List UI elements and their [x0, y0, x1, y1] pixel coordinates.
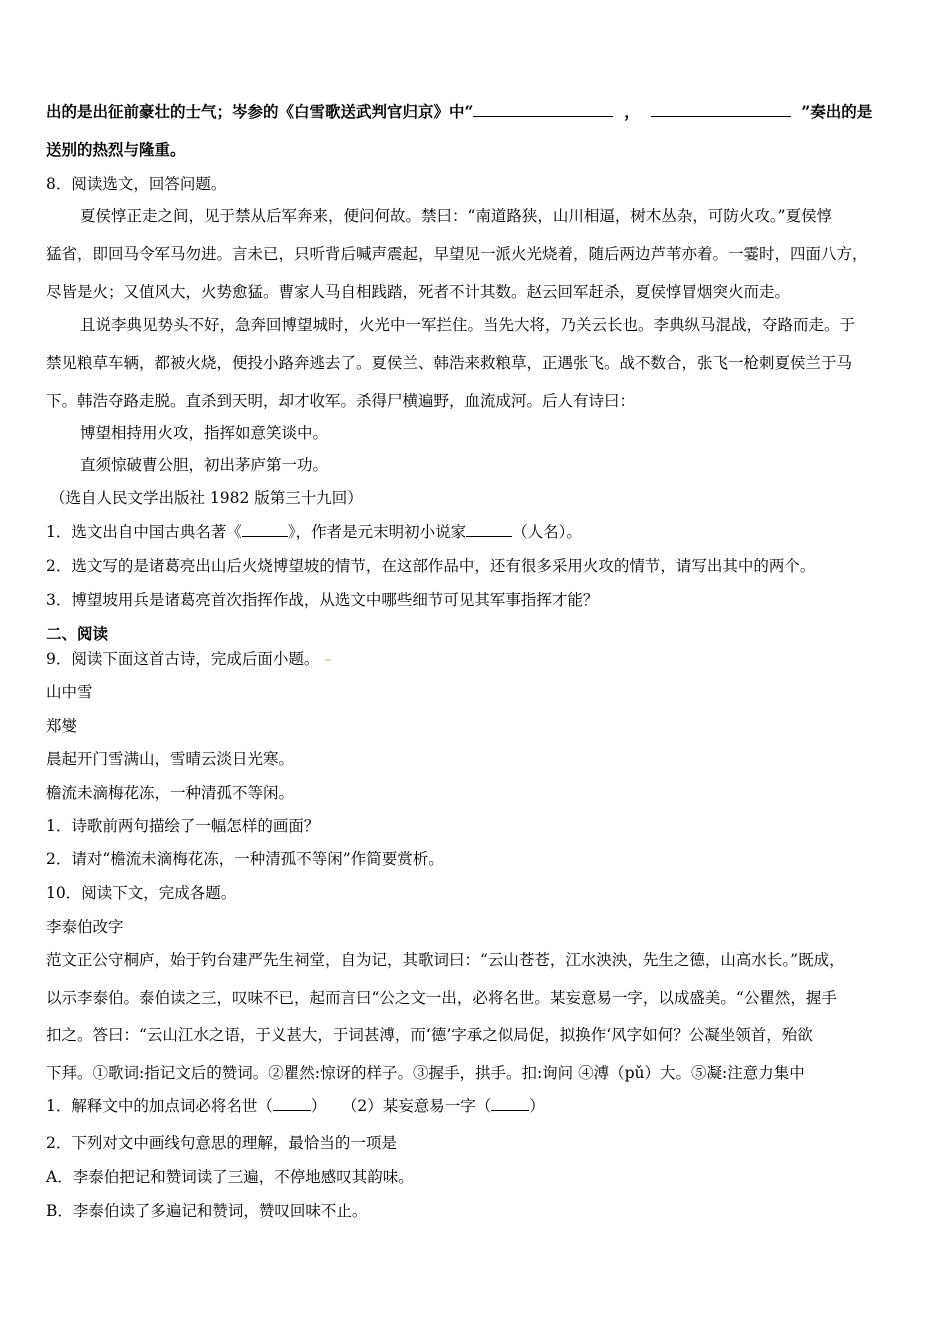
word-meaning-blank-2[interactable]	[491, 1096, 529, 1111]
q8-para1-line1: 夏侯惇正走之间，见于禁从后军奔来，便问何故。禁曰：“南道路狭，山川相逼，树木丛杂，可防火攻。”夏侯惇	[80, 207, 833, 225]
q8-para2-line2: 禁见粮草车辆，都被火烧，便投小路奔逃去了。夏侯兰、韩浩来救粮草，正遇张飞。战不数合，张飞一枪刺夏侯兰于马	[46, 354, 853, 372]
q9-poem-line2: 檐流未滴梅花冻，一种清孤不等闲。	[46, 784, 295, 802]
q8-subq2: 2．选文写的是诸葛亮出山后火烧博望坡的情节，在这部作品中，还有很多采用火攻的情节，请写出其中的两个。	[46, 557, 816, 575]
q9-poet: 郑燮	[46, 717, 78, 735]
author-name-blank[interactable]	[466, 522, 512, 537]
q10-para-line1: 范文正公守桐庐，始于钓台建严先生祠堂，自为记，其歌词曰：“云山苍苍，江水泱泱，先生之德，山高水长。”既成，	[46, 951, 845, 969]
q8-source: （选自人民文学出版社 1982 版第三十九回）	[50, 489, 363, 507]
q10-subq1	[46, 1096, 910, 1116]
q10-para-line3: 扣之。答曰：“云山江水之语，于义甚大，于词甚溥，而‘德’字承之似局促，拟换作‘风字如何？公凝坐领首，殆欲	[46, 1026, 813, 1044]
q9-poem-line1: 晨起开门雪满山，雪晴云淡日光寒。	[46, 750, 295, 768]
q8-para1-line2: 猛省，即回马令军马勿进。言未已，只听背后喊声震起，早望见一派火光烧着，随后两边芦苇亦着。一霎时，四面八方，	[46, 245, 868, 263]
q8-para1-line3: 尽皆是火；又值风大，火势愈猛。曹家人马自相践踏，死者不计其数。赵云回军赶杀，夏侯惇冒烟突火而走。	[46, 283, 791, 301]
q9-title-line	[46, 649, 910, 669]
answer-blank-1[interactable]	[473, 102, 613, 117]
q9-subq2: 2．请对“檐流未滴梅花冻，一种清孤不等闲”作简要赏析。	[46, 850, 444, 868]
q8-para2-line3: 下。韩浩夺路走脱。直杀到天明，却才收军。杀得尸横遍野，血流成河。后人有诗曰：	[46, 392, 636, 410]
book-name-blank[interactable]	[242, 522, 288, 537]
q8-para2-line1: 且说李典见势头不好，急奔回博望城时，火光中一军拦住。当先大将，乃关云长也。李典纵马混战，夺路而走。于	[80, 316, 856, 334]
section-heading-reading: 二、阅读	[46, 624, 109, 643]
q10-para-line2: 以示李泰伯。泰伯读之三，叹味不已，起而言曰“公之文一出，必将名世。某妄意易一字，以成盛美。“公瞿然，握手	[46, 989, 837, 1007]
q9-poem-title: 山中雪	[46, 683, 93, 701]
q10-title: 10．阅读下文，完成各题。	[46, 884, 237, 902]
q8-subq1	[46, 522, 910, 542]
q10-subq1-b: ） （2）某妄意易一字（	[310, 1097, 492, 1115]
q10-subq1-c: ）	[529, 1097, 545, 1115]
q8-poem-line1: 博望相持用火攻，指挥如意笑谈中。	[80, 424, 329, 442]
q9-subq1: 1．诗歌前两句描绘了一幅怎样的画面？	[46, 817, 320, 835]
q8-subq1-a: 1．选文出自中国古典名著《	[46, 523, 242, 541]
word-meaning-blank-1[interactable]	[273, 1096, 311, 1111]
q10-subq2: 2．下列对文中画线句意思的理解，最恰当的一项是	[46, 1134, 397, 1152]
intro-text-c: ”奏出的是	[801, 102, 873, 121]
watermark-mark-icon	[325, 659, 331, 661]
q8-subq1-c: （人名）。	[512, 523, 582, 541]
answer-blank-2[interactable]	[651, 102, 791, 117]
q10-option-a: A．李泰伯把记和赞词读了三遍，不停地感叹其韵味。	[46, 1168, 414, 1186]
intro-comma: ，	[624, 102, 640, 121]
q8-title: 8．阅读选文，回答问题。	[46, 175, 227, 193]
q10-text-title: 李泰伯改字	[46, 918, 124, 936]
q9-title: 9．阅读下面这首古诗，完成后面小题。	[46, 650, 320, 668]
q8-poem-line2: 直须惊破曹公胆，初出茅庐第一功。	[80, 456, 329, 474]
q10-para-line4: 下拜。①歌词:指记文后的赞词。②瞿然:惊讶的样子。③握手，拱手。扣:询问 ④溥（pǔ）大。⑤凝:注意力集中	[46, 1064, 805, 1082]
q8-subq1-b: 》，作者是元末明初小说家	[287, 523, 467, 541]
intro-text-a: 出的是出征前豪壮的士气；岑参的《白雪歌送武判官归京》中“	[46, 102, 474, 121]
intro-line-2: 送别的热烈与隆重。	[46, 140, 186, 159]
intro-line-1	[46, 102, 910, 122]
q10-option-b: B．李泰伯读了多遍记和赞词，赞叹回味不止。	[46, 1202, 368, 1220]
q8-subq3: 3．博望坡用兵是诸葛亮首次指挥作战，从选文中哪些细节可见其军事指挥才能？	[46, 591, 599, 609]
q10-subq1-a: 1．解释文中的加点词必将名世（	[46, 1097, 273, 1115]
